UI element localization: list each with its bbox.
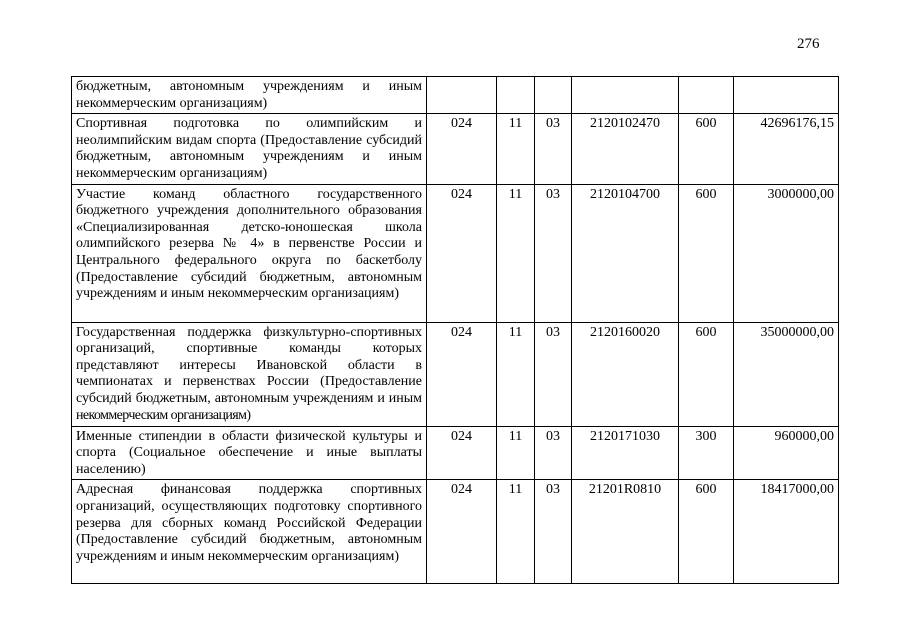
- row-description: Адресная финансовая поддержка спортивных организаций, осуществляющих подготовку спортивного резерва для сборных команд Российской Федерации (Предоставление субсидий бюджетным, автономным учреждениям и иным некоммерческим организациям): [72, 480, 427, 584]
- row-subsection-code: [535, 77, 572, 114]
- row-amount: 42696176,15: [734, 114, 839, 184]
- row-target-article-code: 2120171030: [572, 426, 679, 480]
- row-expense-type-code: [679, 77, 734, 114]
- row-target-article-code: 21201R0810: [572, 480, 679, 584]
- row-gr-code: 024: [427, 322, 497, 426]
- row-amount: [734, 77, 839, 114]
- row-gr-code: [427, 77, 497, 114]
- row-subsection-code: 03: [535, 184, 572, 322]
- row-expense-type-code: 600: [679, 184, 734, 322]
- row-description: бюджетным, автономным учреждениям и иным некоммерческим организациям): [72, 77, 427, 114]
- row-section-code: 11: [497, 184, 535, 322]
- row-expense-type-code: 600: [679, 480, 734, 584]
- row-gr-code: 024: [427, 114, 497, 184]
- row-amount: 35000000,00: [734, 322, 839, 426]
- row-description-tail: некоммерческим организациям): [76, 407, 251, 423]
- row-section-code: 11: [497, 322, 535, 426]
- row-expense-type-code: 600: [679, 322, 734, 426]
- table-row: [72, 322, 839, 426]
- row-description: [72, 322, 427, 426]
- row-amount: 18417000,00: [734, 480, 839, 584]
- row-amount: 3000000,00: [734, 184, 839, 322]
- budget-table: [71, 76, 839, 584]
- row-gr-code: 024: [427, 184, 497, 322]
- row-target-article-code: 2120160020: [572, 322, 679, 426]
- row-expense-type-code: 600: [679, 114, 734, 184]
- table-row: [72, 114, 839, 184]
- row-subsection-code: 03: [535, 426, 572, 480]
- row-subsection-code: 03: [535, 480, 572, 584]
- row-gr-code: 024: [427, 426, 497, 480]
- table-row: [72, 480, 839, 584]
- page-number: 276: [797, 36, 820, 52]
- row-target-article-code: 2120102470: [572, 114, 679, 184]
- row-expense-type-code: 300: [679, 426, 734, 480]
- row-section-code: 11: [497, 114, 535, 184]
- row-target-article-code: 2120104700: [572, 184, 679, 322]
- table-row: [72, 77, 839, 114]
- row-description: Участие команд областного государственного бюджетного учреждения дополнительного образования «Специализированная детско-юношеская школа олимпийского резерва № 4» в первенстве России и Центрального федерального округа по баскетболу (Предоставление субсидий бюджетным, автономным учреждениям и иным некоммерческим организациям): [72, 184, 427, 322]
- row-description: Именные стипендии в области физической культуры и спорта (Социальное обеспечение и иные выплаты населению): [72, 426, 427, 480]
- row-gr-code: 024: [427, 480, 497, 584]
- row-section-code: [497, 77, 535, 114]
- table-row: [72, 184, 839, 322]
- row-subsection-code: 03: [535, 114, 572, 184]
- row-subsection-code: 03: [535, 322, 572, 426]
- row-target-article-code: [572, 77, 679, 114]
- row-description-main: Государственная поддержка физкультурно-спортивных организаций, спортивные команды которых представляют интересы Ивановской области в чемпионатах и первенствах России (Предоставление субсидий бюджетным, автономным учреждениям и иным: [76, 324, 422, 406]
- row-section-code: 11: [497, 426, 535, 480]
- row-description: Спортивная подготовка по олимпийским и неолимпийским видам спорта (Предоставление субсидий бюджетным, автономным учреждениям и иным некоммерческим организациям): [72, 114, 427, 184]
- row-section-code: 11: [497, 480, 535, 584]
- row-amount: 960000,00: [734, 426, 839, 480]
- table-row: [72, 426, 839, 480]
